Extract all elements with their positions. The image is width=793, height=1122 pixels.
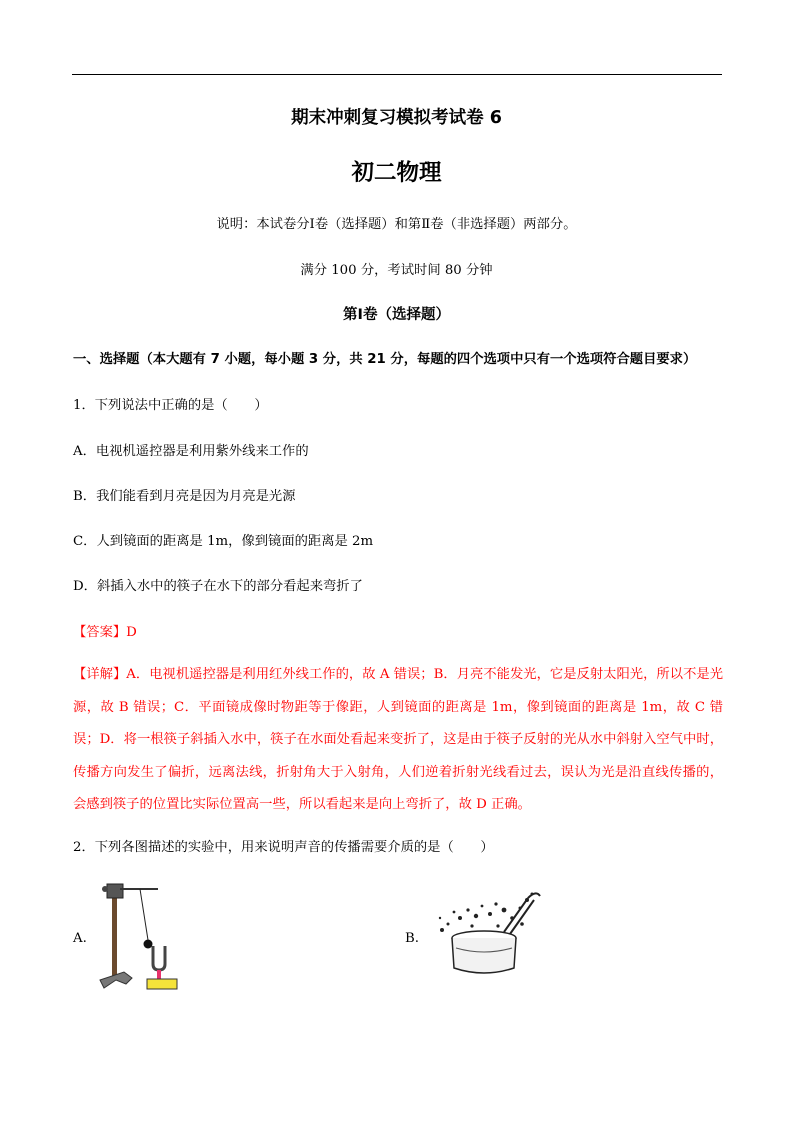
question-1-option-c: C．人到镜面的距离是 1m，像到镜面的距离是 2m: [73, 534, 374, 549]
subject-title: 初二物理: [351, 160, 442, 186]
tuning-fork-in-water: [504, 893, 540, 934]
header-rule: [72, 74, 722, 75]
question-1-explanation: 【详解】A．电视机遥控器是利用红外线工作的，故 A 错误；B．月亮不能发光，它是反射太阳光，所以不是光源，故 B 错误；C．平面镜成像时物距等于像距，人到镜面的距离是 1m，像到镜面的距离是 1m，故 C 错误；D．将一根筷子斜插入水中，筷子在水面处看起来变折了，这是由于筷子反射的光从水中斜射入空气中时，传播方向发生了偏折，远离法线，折射角大于入射角，人们逆着折射光线看过去，误认为光是沿直线传播的，会感到筷子的位置比实际位置高一些，所以看起来是向上弯折了，故 D 正确。: [73, 667, 723, 813]
splashing-water-figure: [432, 888, 547, 980]
question-2-option-a-label: A.: [73, 931, 87, 946]
question-2-option-b-label: B.: [405, 931, 419, 946]
retort-stand: [100, 884, 158, 988]
volume-title: 第Ⅰ卷（选择题）: [343, 307, 450, 323]
tuning-fork-pendulum-figure: [96, 880, 184, 995]
score-time: 满分 100 分，考试时间 80 分钟: [300, 263, 493, 278]
section-heading: 一、选择题（本大题有 7 小题，每小题 3 分，共 21 分，每题的四个选项中只有一个选项符合题目要求）: [73, 352, 697, 367]
question-1-option-d: D．斜插入水中的筷子在水下的部分看起来弯折了: [73, 579, 363, 594]
question-1-option-a: A．电视机遥控器是利用紫外线来工作的: [73, 444, 309, 459]
question-1-stem: 1．下列说法中正确的是（ ）: [73, 398, 268, 413]
water-container: [452, 931, 516, 973]
question-2-stem: 2．下列各图描述的实验中，用来说明声音的传播需要介质的是（ ）: [73, 840, 494, 855]
exam-title: 期末冲刺复习模拟考试卷 6: [291, 108, 502, 128]
water-splash: [439, 893, 534, 933]
pendulum-ball: [140, 889, 153, 949]
tuning-fork: [147, 946, 177, 989]
exam-note: 说明：本试卷分Ⅰ卷（选择题）和第Ⅱ卷（非选择题）两部分。: [216, 217, 577, 232]
question-1-answer: 【答案】D: [73, 625, 137, 640]
question-1-option-b: B．我们能看到月亮是因为月亮是光源: [73, 489, 296, 504]
